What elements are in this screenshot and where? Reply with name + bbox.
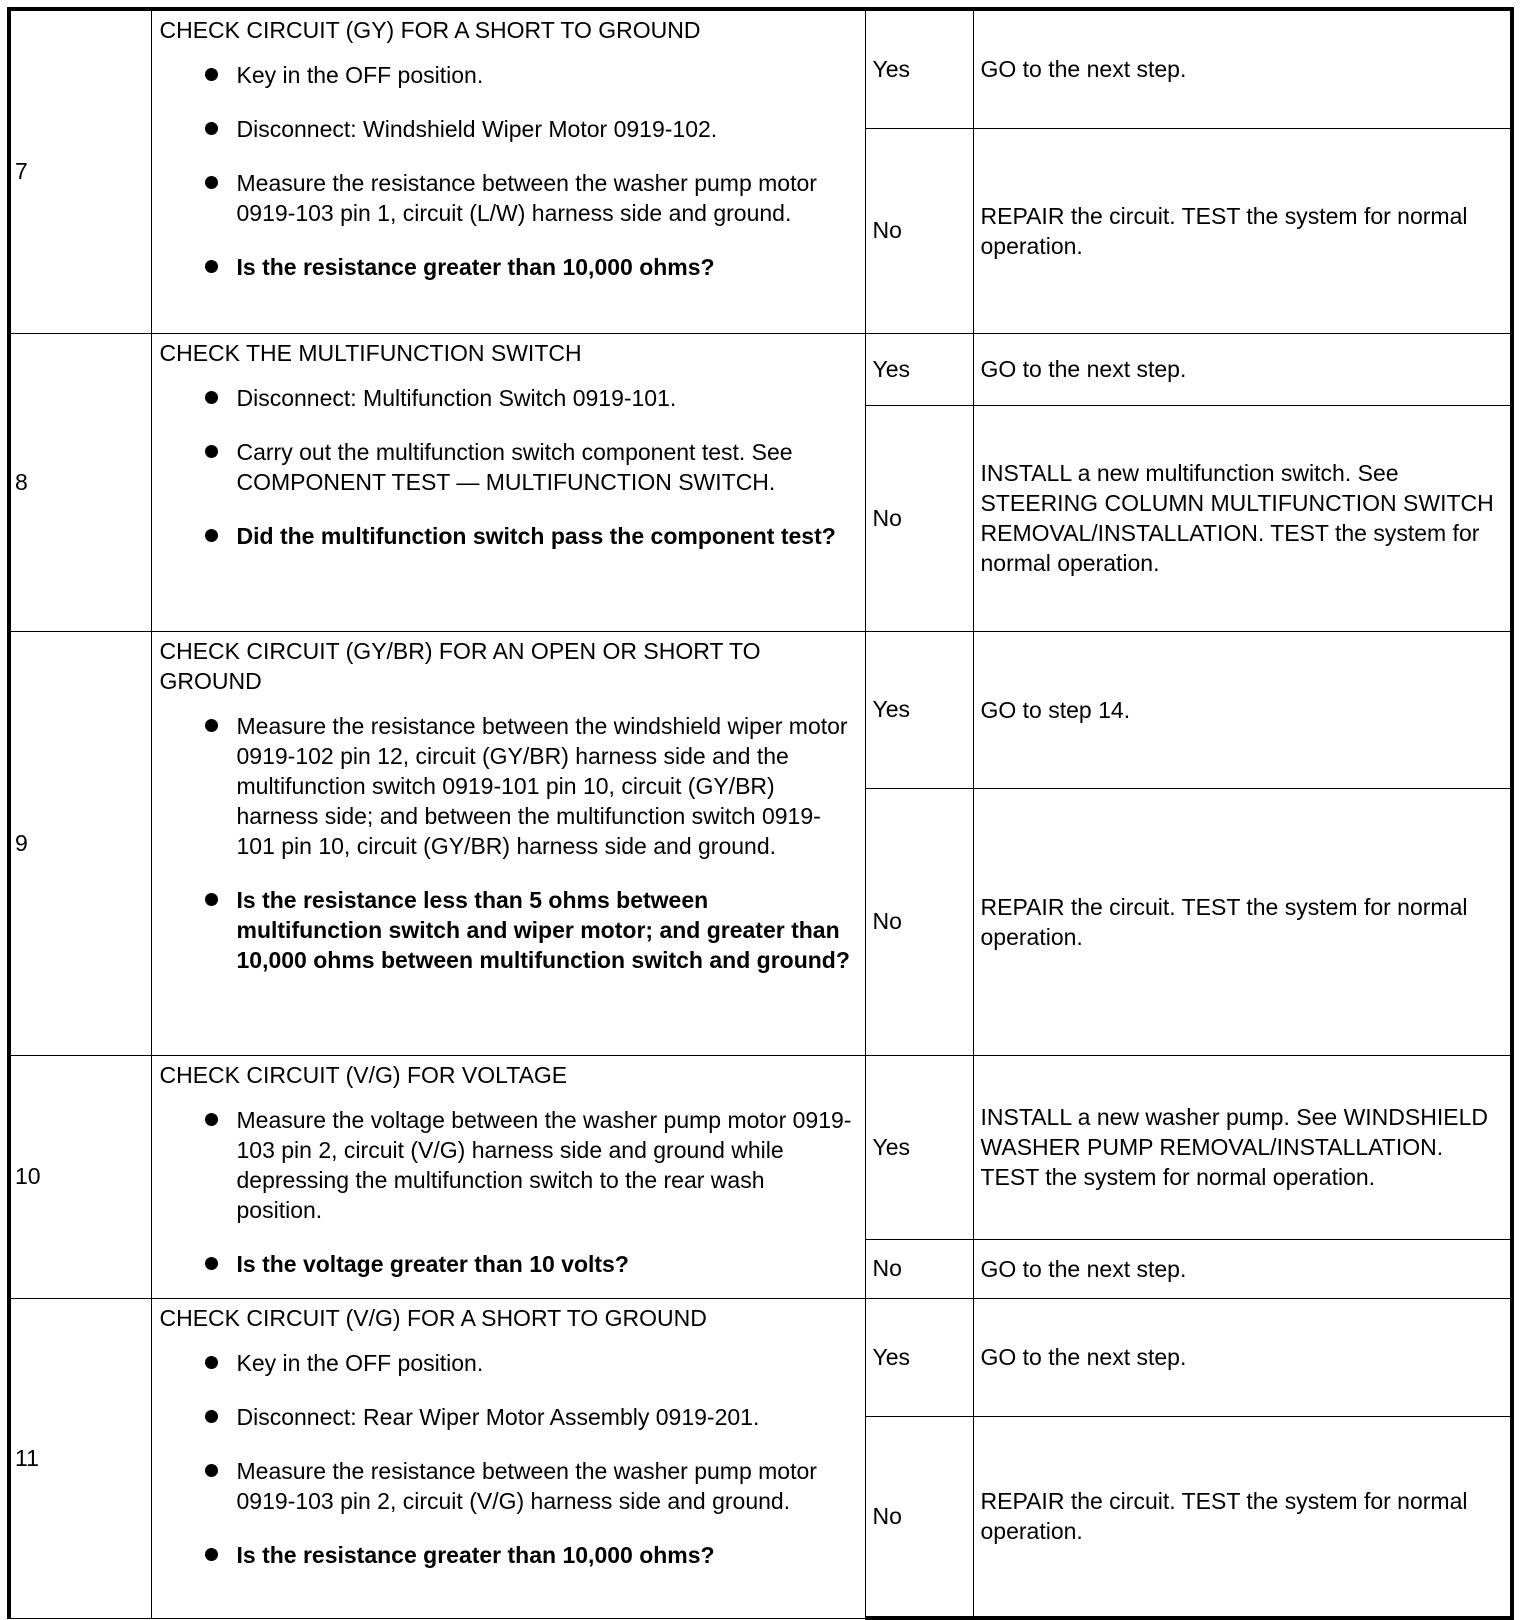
answer-yes: Yes (865, 9, 973, 128)
test-title: CHECK CIRCUIT (V/G) FOR A SHORT TO GROUND (159, 1304, 707, 1331)
test-cell (151, 333, 865, 631)
result-yes: GO to the next step. (973, 1298, 1512, 1416)
test-step-item: Key in the OFF position. (160, 1348, 857, 1378)
test-step-item: Key in the OFF position. (160, 60, 857, 90)
test-step-item: Disconnect: Rear Wiper Motor Assembly 0919-201. (160, 1402, 857, 1432)
test-steps (160, 1348, 857, 1570)
step-row (9, 333, 1512, 405)
test-steps (160, 1105, 857, 1279)
step-number: 7 (9, 9, 151, 333)
result-no: REPAIR the circuit. TEST the system for normal operation. (973, 1416, 1512, 1618)
step-row (9, 1298, 1512, 1416)
result-yes: GO to the next step. (973, 9, 1512, 128)
test-cell (151, 631, 865, 1055)
test-title: CHECK CIRCUIT (V/G) FOR VOLTAGE (159, 1061, 568, 1088)
answer-yes: Yes (865, 1298, 973, 1416)
test-step-item: Measure the voltage between the washer pump motor 0919-103 pin 2, circuit (V/G) harness side and ground while depressing the multifunction switch to the rear wash position. (160, 1105, 857, 1225)
step-number: 9 (9, 631, 151, 1055)
test-title: CHECK CIRCUIT (GY/BR) FOR AN OPEN OR SHORT TO GROUND (159, 637, 761, 694)
answer-no: No (865, 405, 973, 631)
test-question: Is the resistance less than 5 ohms between multifunction switch and wiper motor; and greater than 10,000 ohms between multifunction switch and ground? (160, 885, 857, 975)
answer-no: No (865, 1239, 973, 1298)
step-row (9, 631, 1512, 788)
test-question: Is the resistance greater than 10,000 ohms? (160, 1540, 857, 1570)
answer-no: No (865, 1416, 973, 1618)
result-yes: INSTALL a new washer pump. See WINDSHIELD WASHER PUMP REMOVAL/INSTALLATION. TEST the system for normal operation. (973, 1055, 1512, 1239)
test-question: Is the resistance greater than 10,000 ohms? (160, 252, 857, 282)
result-no: REPAIR the circuit. TEST the system for normal operation. (973, 128, 1512, 333)
answer-no: No (865, 788, 973, 1055)
test-question: Did the multifunction switch pass the component test? (160, 521, 857, 551)
test-steps (160, 711, 857, 975)
answer-yes: Yes (865, 1055, 973, 1239)
result-no: REPAIR the circuit. TEST the system for normal operation. (973, 788, 1512, 1055)
test-steps (160, 383, 857, 551)
step-row (9, 1055, 1512, 1239)
test-steps (160, 60, 857, 282)
test-step-item: Measure the resistance between the washer pump motor 0919-103 pin 1, circuit (L/W) harness side and ground. (160, 168, 857, 228)
diagnostic-table (7, 7, 1514, 1620)
step-number: 8 (9, 333, 151, 631)
test-step-item: Measure the resistance between the washer pump motor 0919-103 pin 2, circuit (V/G) harness side and ground. (160, 1456, 857, 1516)
result-yes: GO to step 14. (973, 631, 1512, 788)
step-row (9, 9, 1512, 128)
result-no: GO to the next step. (973, 1239, 1512, 1298)
step-number: 11 (9, 1298, 151, 1618)
test-cell (151, 9, 865, 333)
answer-no: No (865, 128, 973, 333)
result-no: INSTALL a new multifunction switch. See STEERING COLUMN MULTIFUNCTION SWITCH REMOVAL/INSTALLATION. TEST the system for normal operation. (973, 405, 1512, 631)
test-step-item: Disconnect: Windshield Wiper Motor 0919-102. (160, 114, 857, 144)
answer-yes: Yes (865, 631, 973, 788)
test-question: Is the voltage greater than 10 volts? (160, 1249, 857, 1279)
test-step-item: Disconnect: Multifunction Switch 0919-101. (160, 383, 857, 413)
result-yes: GO to the next step. (973, 333, 1512, 405)
test-step-item: Measure the resistance between the windshield wiper motor 0919-102 pin 12, circuit (GY/BR) harness side and the multifunction switch 0919-101 pin 10, circuit (GY/BR) harness side; and between the multifunction switch 0919-101 pin 10, circuit (GY/BR) harness side and ground. (160, 711, 857, 861)
test-title: CHECK THE MULTIFUNCTION SWITCH (159, 339, 582, 366)
test-title: CHECK CIRCUIT (GY) FOR A SHORT TO GROUND (159, 17, 701, 43)
test-cell (151, 1055, 865, 1298)
answer-yes: Yes (865, 333, 973, 405)
test-step-item: Carry out the multifunction switch component test. See COMPONENT TEST — MULTIFUNCTION SWITCH. (160, 437, 857, 497)
test-cell (151, 1298, 865, 1618)
step-number: 10 (9, 1055, 151, 1298)
